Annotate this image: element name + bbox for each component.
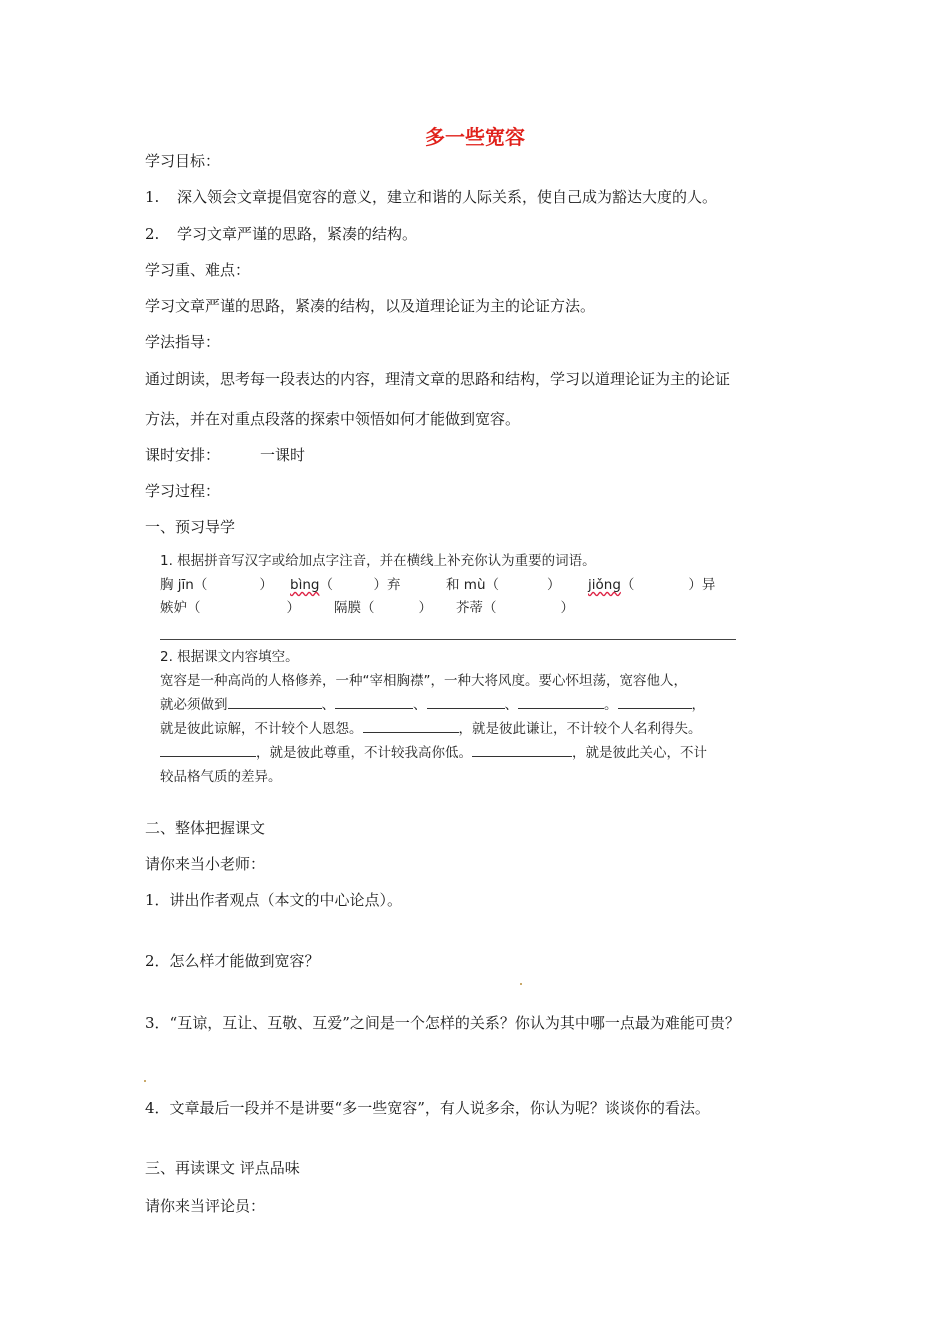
fill-blank[interactable] <box>518 696 604 709</box>
fill-line-5: 较品格气质的差异。 <box>160 769 282 785</box>
fill-blank[interactable] <box>472 744 572 757</box>
pinyin-item: jiǒng（ ）异 <box>588 577 716 593</box>
section2-heading: 二、整体把握课文 <box>145 819 266 837</box>
pinyin-item: 和 mù（ ） <box>446 577 561 593</box>
schedule <box>145 445 305 465</box>
question-item: 4．文章最后一段并不是讲要“多一些宽容”，有人说多余，你认为呢？谈谈你的看法。 <box>145 1099 710 1117</box>
pinyin-item: 隔膜（ ） <box>334 600 432 616</box>
pinyin-item: 芥蒂（ ） <box>456 600 574 616</box>
method-text-line: 通过朗读，思考每一段表达的内容，理清文章的思路和结构，学习以道理论证为主的论证 <box>145 370 731 388</box>
schedule-value: 一课时 <box>260 446 306 464</box>
question-item: 3．“互谅，互让、互敬、互爱”之间是一个怎样的关系？你认为其中哪一点最为难能可贵？ <box>145 1014 740 1032</box>
question-item: 2．怎么样才能做到宽容？ <box>145 952 320 970</box>
key-points-heading: 学习重、难点： <box>145 261 251 279</box>
question-item: 1．讲出作者观点（本文的中心论点）。 <box>145 891 403 909</box>
page-title: 多一些宽容 <box>425 125 525 149</box>
goal-text: 学习文章严谨的思路，紧凑的结构。 <box>177 225 418 243</box>
method-heading: 学法指导： <box>145 333 221 351</box>
fill-blank[interactable] <box>618 696 692 709</box>
goals-heading: 学习目标： <box>145 152 221 170</box>
exercise-question-1: 1. 根据拼音写汉字或给加点字注音，并在横线上补充你认为重要的词语。 <box>160 553 596 569</box>
exercise-question-2: 2. 根据课文内容填空。 <box>160 649 299 665</box>
section3-heading: 三、再读课文 评点品味 <box>145 1159 300 1177</box>
pinyin-row-2 <box>0 599 950 617</box>
section2-intro: 请你来当小老师： <box>145 855 266 873</box>
process-heading: 学习过程： <box>145 482 221 500</box>
pinyin-item: bìng（ ）弃 <box>290 577 401 593</box>
pinyin-item: 胸 jīn（ ） <box>160 577 273 593</box>
pinyin-item: 嫉妒（ ） <box>160 600 300 616</box>
fill-line-2: 就必须做到 、 、 、 。 ， <box>160 697 705 713</box>
goal-number: 2. <box>145 225 160 243</box>
pinyin-row-1 <box>0 576 950 594</box>
fill-line-3: 就是彼此谅解，不计较个人恩怨。 ，就是彼此谦让，不计较个人名利得失。 <box>160 721 702 737</box>
answer-line <box>160 639 736 640</box>
section3-intro: 请你来当评论员： <box>145 1197 266 1215</box>
fill-blank[interactable] <box>427 696 505 709</box>
goal-number: 1. <box>145 188 160 206</box>
method-text-line: 方法，并在对重点段落的探索中领悟如何才能做到宽容。 <box>145 410 521 428</box>
fill-line-1: 宽容是一种高尚的人格修养，一种“宰相胸襟”，一种大将风度。要心怀坦荡，宽容他人， <box>160 673 687 689</box>
key-points-text: 学习文章严谨的思路，紧凑的结构，以及道理论证为主的论证方法。 <box>145 297 596 315</box>
goal-text: 深入领会文章提倡宽容的意义，建立和谐的人际关系，使自己成为豁达大度的人。 <box>177 188 718 206</box>
fill-line-4: ，就是彼此尊重，不计较我高你低。 ，就是彼此关心，不计 <box>160 744 707 762</box>
goal-item <box>145 187 717 207</box>
speck-mark <box>144 1080 146 1082</box>
fill-blank[interactable] <box>335 696 413 709</box>
goal-item <box>145 224 417 244</box>
schedule-label: 课时安排： <box>145 446 221 464</box>
section1-heading: 一、预习导学 <box>145 518 236 536</box>
fill-blank[interactable] <box>228 696 322 709</box>
fill-blank[interactable] <box>160 744 256 757</box>
fill-blank[interactable] <box>363 720 459 733</box>
speck-mark <box>520 983 522 985</box>
